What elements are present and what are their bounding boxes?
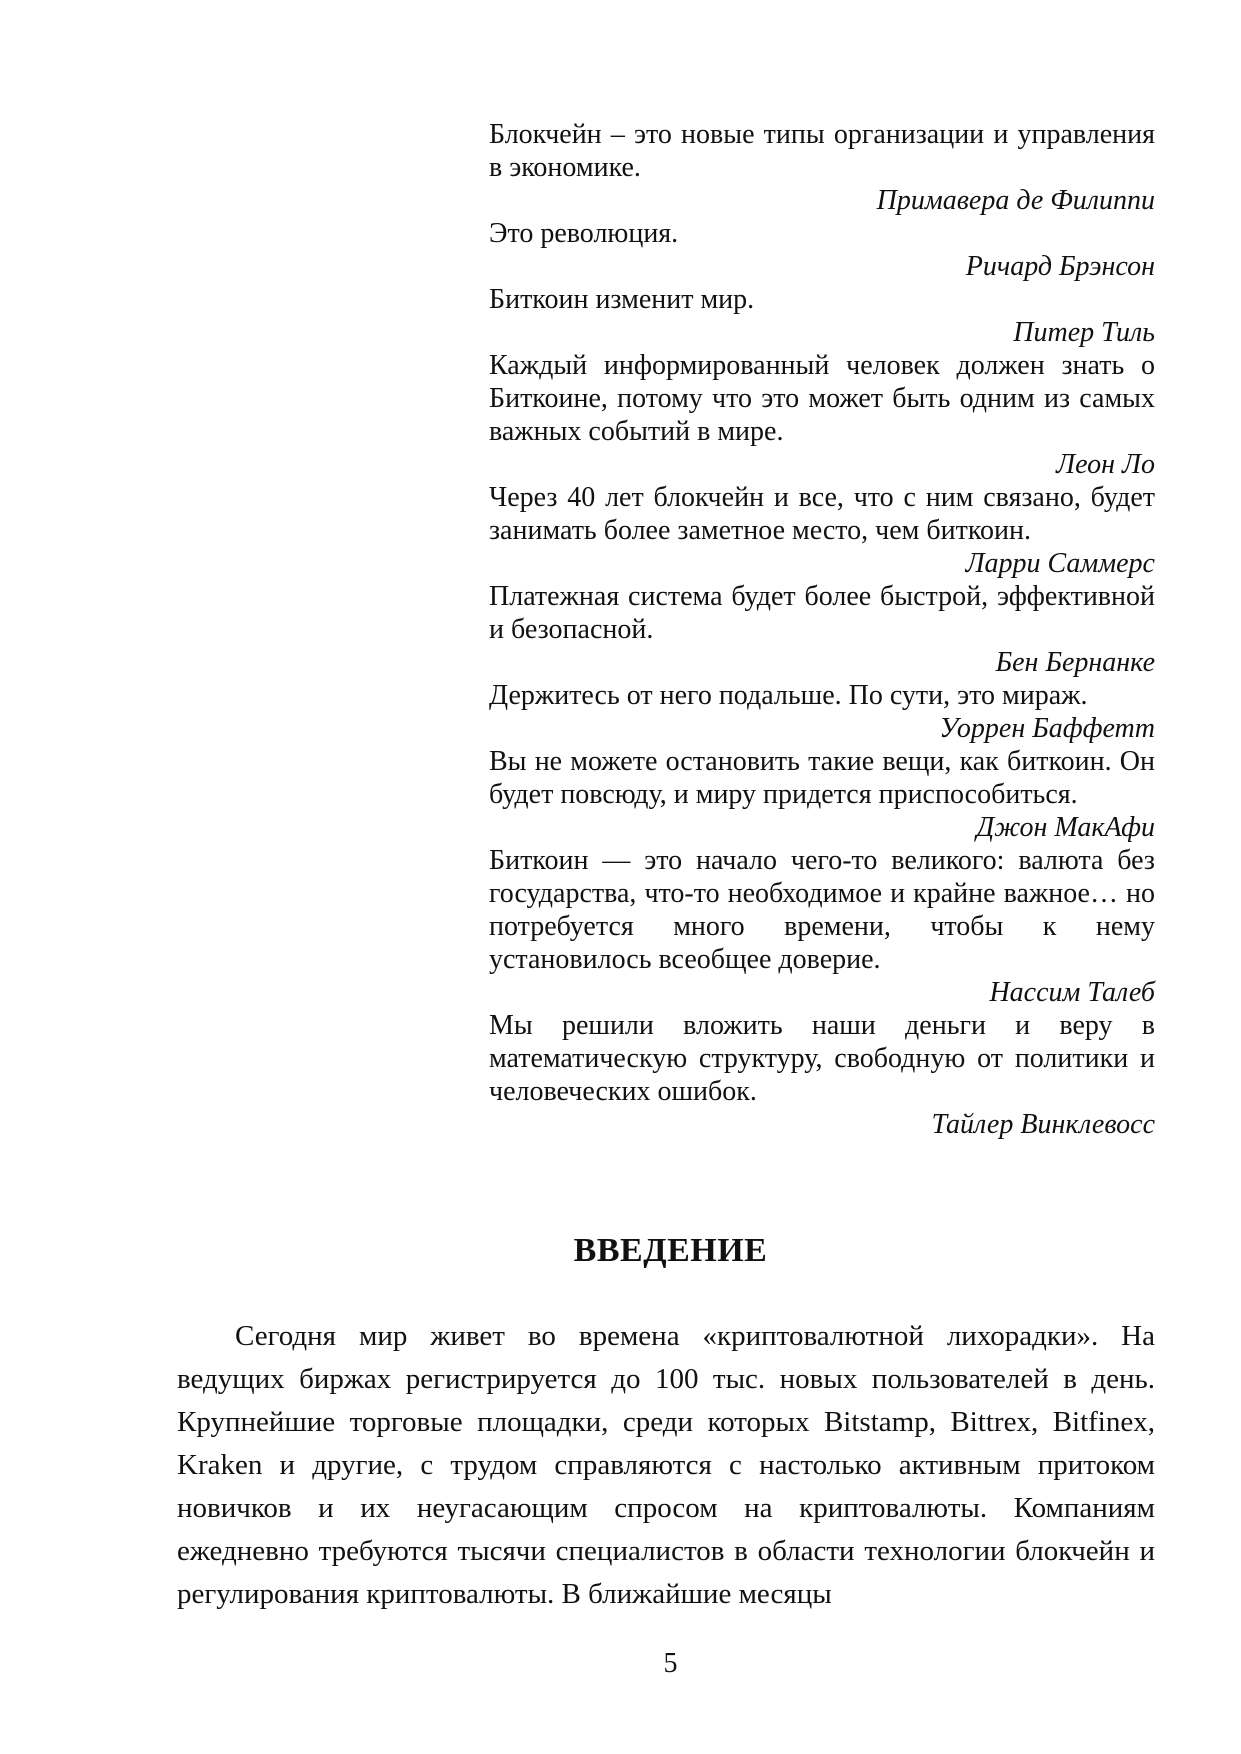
epigraphs-section [489,118,1155,1141]
epigraph-quote: Через 40 лет блокчейн и все, что с ним связано, будет занимать более заметное место, чем биткоин. [489,482,1155,546]
epigraph-quote: Держитесь от него подальше. По сути, это мираж. [489,680,1088,711]
epigraph-author: Примавера де Филиппи [876,185,1155,216]
epigraph-quote: Биткоин — это начало чего-то великого: валюта без государства, что-то необходимое и крайне важное… но потребуется много времени, чтобы к нему установилось всеобщее доверие. [489,845,1155,975]
epigraph [489,481,1155,580]
epigraph-author: Ларри Саммерс [965,548,1155,579]
section-heading: ВВЕДЕНИЕ [573,1232,768,1269]
epigraph-author: Бен Бернанке [995,647,1155,678]
epigraph-quote: Вы не можете остановить такие вещи, как биткоин. Он будет повсюду, и миру придется приспособиться. [489,746,1155,810]
epigraph-quote: Каждый информированный человек должен знать о Биткоине, потому что это может быть одним из самых важных событий в мире. [489,350,1155,447]
epigraph [489,679,1155,745]
epigraph-author: Уоррен Баффетт [939,713,1155,744]
epigraph [489,217,1155,283]
epigraph [489,283,1155,349]
epigraph-author: Питер Тиль [1013,317,1155,348]
epigraph-author: Леон Ло [1056,449,1155,480]
epigraph [489,844,1155,1009]
epigraph [489,580,1155,679]
intro-paragraph: Сегодня мир живет во времена «криптовалютной лихорадки». На ведущих биржах регистрируется до 100 тыс. новых пользователей в день. Крупнейшие торговые площадки, среди которых Bitstamp, Bittrex, Bitfinex, Kraken и другие, с трудом справляются с настолько активным притоком новичков и их неугасающим спросом на криптовалюты. Компаниям ежедневно требуются тысячи специалистов в области технологии блокчейн и регулирования криптовалюты. В ближайшие месяцы [177,1320,1155,1610]
epigraph-author: Ричард Брэнсон [965,251,1155,282]
epigraph-quote: Биткоин изменит мир. [489,284,755,315]
epigraph [489,118,1155,217]
epigraph [489,349,1155,481]
epigraph-quote: Платежная система будет более быстрой, эффективной и безопасной. [489,581,1155,645]
epigraph-quote: Это революция. [489,218,679,249]
epigraph-author: Нассим Талеб [989,977,1155,1008]
epigraph-author: Тайлер Винклевосс [931,1109,1155,1140]
epigraph-quote: Блокчейн – это новые типы организации и управления в экономике. [489,119,1155,183]
epigraph [489,1009,1155,1141]
epigraph-author: Джон МакАфи [976,812,1155,843]
epigraph-quote: Мы решили вложить наши деньги и веру в математическую структуру, свободную от политики и человеческих ошибок. [489,1010,1155,1107]
epigraph [489,745,1155,844]
page-number: 5 [663,1648,678,1679]
